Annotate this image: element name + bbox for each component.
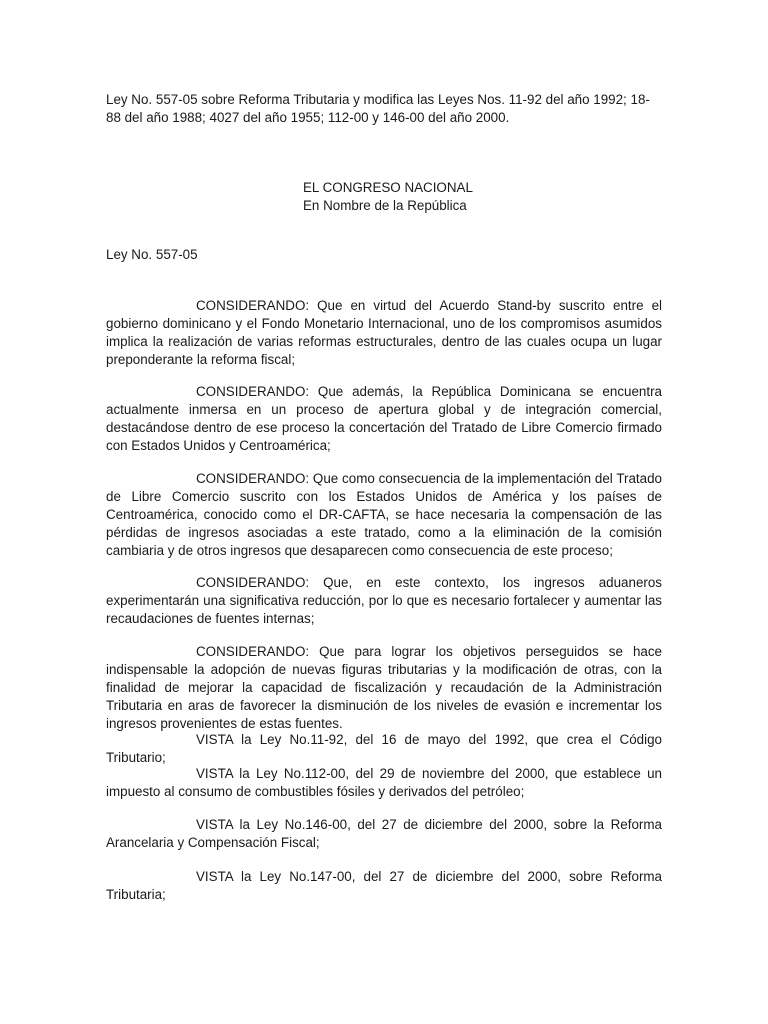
considerando-paragraph: CONSIDERANDO: Que para lograr los objetivos perseguidos se hace indispensable la adopción de nuevas figuras tributarias y la modificación de otras, con la finalidad de mejorar la capacidad de fiscalización y recaudación de la Administración Tributaria en aras de favorecer la disminución de los niveles de evasión e incrementar los ingresos provenientes de estas fuentes. bbox=[106, 644, 662, 731]
considerando-paragraph: CONSIDERANDO: Que, en este contexto, los ingresos aduaneros experimentarán una significativa reducción, por lo que es necesario fortalecer y aumentar las recaudaciones de fuentes internas; bbox=[106, 575, 662, 626]
vista-paragraph: VISTA la Ley No.11-92, del 16 de mayo del 1992, que crea el Código Tributario; bbox=[106, 732, 662, 765]
law-heading: Ley No. 557-05 sobre Reforma Tributaria y modifica las Leyes Nos. 11-92 del año 1992; 18-88 del año 1988; 4027 del año 1955; 112-00 y 146-00 del año 2000. bbox=[106, 92, 650, 125]
law-number: Ley No. 557-05 bbox=[106, 247, 198, 262]
considerando-paragraph: CONSIDERANDO: Que en virtud del Acuerdo Stand-by suscrito entre el gobierno dominicano y el Fondo Monetario Internacional, uno de los compromisos asumidos implica la realización de varias reformas estructurales, dentro de las cuales ocupa un lugar preponderante la reforma fiscal; bbox=[106, 298, 662, 367]
vista-paragraph: VISTA la Ley No.112-00, del 29 de noviembre del 2000, que establece un impuesto al consumo de combustibles fósiles y derivados del petróleo; bbox=[106, 766, 662, 799]
congress-header bbox=[303, 179, 473, 215]
considerando-paragraph: CONSIDERANDO: Que además, la República Dominicana se encuentra actualmente inmersa en un proceso de apertura global y de integración comercial, destacándose dentro de ese proceso la concertación del Tratado de Libre Comercio firmado con Estados Unidos y Centroamérica; bbox=[106, 384, 662, 453]
considerando-paragraph: CONSIDERANDO: Que como consecuencia de la implementación del Tratado de Libre Comercio suscrito con los Estados Unidos de América y los países de Centroamérica, conocido como el DR-CAFTA, se hace necesaria la compensación de las pérdidas de ingresos asociadas a este tratado, como a la eliminación de la comisión cambiaria y de otros ingresos que desaparecen como consecuencia de este proceso; bbox=[106, 471, 662, 558]
congress-subtitle: En Nombre de la República bbox=[303, 198, 467, 213]
congress-title: EL CONGRESO NACIONAL bbox=[303, 180, 473, 195]
vista-paragraph: VISTA la Ley No.147-00, del 27 de diciembre del 2000, sobre Reforma Tributaria; bbox=[106, 869, 662, 902]
vista-paragraph: VISTA la Ley No.146-00, del 27 de diciembre del 2000, sobre la Reforma Arancelaria y Compensación Fiscal; bbox=[106, 817, 662, 850]
